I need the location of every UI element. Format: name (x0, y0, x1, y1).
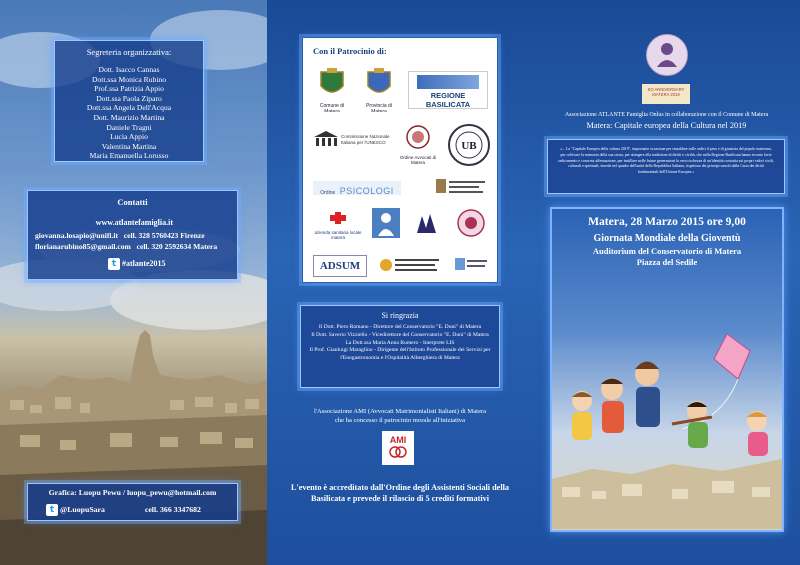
secretariat-name: Dott.ssa Monica Rubino (91, 74, 167, 84)
contact-phone-1: cell. 328 5760423 Firenze (123, 231, 205, 240)
secretariat-box (54, 40, 204, 162)
event-box (550, 207, 784, 532)
avvocati-caption: Ordine Avvocati di Matera (399, 155, 437, 165)
psicologi-label: PSICOLOGI (339, 186, 394, 195)
thanks-line: Il Dott. Saverio Vizziello - Vicedirettore del Conservatorio "E. Duni" di Matera (311, 331, 489, 338)
secretariat-name: Dott.ssa Angela Dell'Acqua (86, 103, 172, 113)
small-emblem-logo (451, 255, 491, 277)
contacts-box (27, 190, 238, 280)
headline: Matera: Capitale europea della Cultura nel 2019 (586, 121, 747, 130)
event-title: Giornata Mondiale della Gioventù (593, 233, 741, 244)
unesco-logo (311, 126, 391, 162)
psicologi-prefix: Ordine (320, 190, 336, 195)
unesco-text: Commissione Nazionale Italiana per l'UNESCO (341, 134, 390, 145)
graphics-phone: cell. 366 3347682 (144, 504, 201, 514)
secretariat-name: Dott.ssa Paola Ziparo (96, 93, 162, 103)
secretariat-name: Prof.ssa Patrizia Appio (94, 84, 164, 94)
contact-line-2 (35, 242, 217, 251)
twitter-icon-graphics[interactable]: t (46, 504, 58, 516)
sign-language-logo (409, 208, 445, 242)
secretariat-name: Dott. Maurizio Martina (93, 112, 165, 122)
graphics-credit-line: Grafica: Luopu Pewu / luopu_pewu@hotmail.com (48, 488, 217, 497)
istituto-seal-icon (455, 207, 487, 239)
quote-text: «... La "Capitale Europea della cultura 2019", importante occasione per rinsaldare sulle radici il peso e di giustizia del popolo materano, per coltivare la memoria della sua storia, per attingere alla tradizione di diritti e civiltà, che nella Regione Basilicata hanno trovato forte radicamento e concreta affermazione, per instillare nelle future generazioni la vera ricchezza di un'identità costruita sui propri valori civili, culturali e spirituali, inseriti nel quadro dell'unità della Repubblica Italiana, rispettosa dei principi sanciti dalla Carta dei diritti fondamentali dell'Unione Europea.» (558, 147, 774, 175)
secretariat-name: Daniele Tragni (106, 122, 152, 132)
garante-logo (370, 208, 402, 242)
right-panel (533, 0, 800, 565)
event-venue: Auditorium del Conservatorio di Matera (592, 246, 742, 256)
anniversary-badge (642, 84, 690, 104)
conservatorio-logo (431, 176, 491, 204)
thanks-list (306, 324, 494, 363)
thanks-line: Il Dott. Piero Romano - Direttore del Conservatorio "E. Duni" di Matera (318, 324, 482, 330)
garante-figure-icon (372, 208, 400, 238)
association-line: Associazione ATLANTE Famiglia Onlus in collaborazione con il Comune di Matera (564, 112, 769, 118)
patronage-box (302, 37, 498, 283)
atlante-emblem (646, 34, 688, 76)
provincia-matera-logo (359, 68, 399, 112)
graphics-twitter[interactable]: @LuopuSara (59, 504, 105, 514)
center-panel (267, 0, 533, 565)
graphics-credit-box (27, 483, 238, 521)
ami-note-line-1: l'Associazione AMI (Avvocati Matrimonialisti Italiani) di Matera (313, 408, 487, 415)
ami-note (287, 407, 513, 425)
secretariat-name: Lucia Appio (110, 132, 148, 142)
badge-text: SO ANNIVERSARY MATERA 2019 (647, 87, 685, 97)
ami-logo-text: AMI (389, 435, 407, 445)
thanks-box (300, 305, 500, 388)
provincia-crest-icon (366, 68, 392, 98)
university-seal-icon (450, 126, 488, 164)
patronage-title: Con il Patrocinio di: (313, 46, 387, 56)
event-place: Piazza del Sedile (636, 257, 698, 267)
thanks-title: Si ringrazia (381, 311, 419, 320)
graphics-contacts (46, 504, 201, 516)
small-emblem-icon (453, 255, 489, 273)
hashtag[interactable]: #atlante2015 (122, 258, 166, 268)
secretariat-title: Segreteria organizzativa: (86, 47, 172, 57)
conservatorio-emblem-icon (434, 176, 488, 200)
secretariat-name: Valentina Martina (101, 141, 157, 151)
event-date: Matera, 28 Marzo 2015 ore 9,00 (588, 215, 746, 228)
unesco-temple-icon (313, 130, 339, 148)
provincia-caption: Provincia di Matera (366, 103, 392, 112)
regione-basilicata-logo (408, 71, 488, 109)
quote-box (547, 139, 785, 194)
adsum-label: ADSUM (319, 260, 361, 272)
website-link[interactable]: www.atlantefamiglia.it (95, 218, 173, 227)
comune-caption: Comune di Matera (319, 103, 345, 112)
ami-note-line-2: che ha concesso il patrocinio morale all'iniziativa (334, 417, 466, 424)
hands-icon (412, 208, 442, 238)
svg-text:UB: UB (461, 140, 477, 152)
hashtag-row (108, 258, 166, 270)
asm-cross-icon (328, 211, 348, 225)
dept-emblem-icon (378, 254, 442, 276)
adsum-logo (313, 255, 367, 277)
secretariat-name: Dott. Isacco Cannas (98, 65, 160, 74)
thanks-line: Il Prof. Gianluigi Maraglino - Dirigente dell'Istituto Professionale dei Servizi per l'Enogastronomia e l'Ospitalità Alberghiera di Matera (309, 347, 491, 362)
contact-phone-2: cell. 320 2592634 Matera (136, 242, 218, 251)
comune-crest-icon (319, 68, 345, 98)
atlante-figure-icon (647, 35, 687, 75)
avvocati-seal-icon (405, 124, 431, 150)
ami-rings-icon (386, 445, 410, 459)
contact-line-1 (35, 231, 205, 240)
children-photo (552, 329, 782, 529)
comune-matera-logo (313, 68, 351, 112)
accreditation-text: L'evento è accreditato dall'Ordine degli Assistenti Sociali della Basilicata e prevede il rilascio di 5 crediti formativi (291, 483, 509, 503)
secretariat-name: Maria Emanuella Lorusso (89, 151, 169, 161)
thanks-line: La Dott.ssa Maria Anna Rumero - Interprete LIS (345, 339, 455, 346)
regione-label: REGIONE BASILICATA (425, 91, 471, 109)
asm-caption: azienda sanitaria locale matera (314, 230, 362, 240)
secretariat-list (55, 65, 203, 161)
ami-logo (382, 431, 414, 465)
left-panel (0, 0, 267, 565)
ordine-psicologi-logo (313, 181, 401, 195)
istituto-logo (452, 207, 490, 243)
dept-logo (375, 254, 445, 280)
contacts-title: Contatti (117, 197, 148, 207)
ordine-avvocati-logo (396, 124, 440, 166)
contact-email-2[interactable]: florianarubino85@gmail.com (35, 242, 131, 251)
asm-logo (313, 211, 363, 241)
regione-emblem (417, 75, 479, 89)
contact-email-1[interactable]: giovanna.losapio@unifi.it (35, 231, 119, 240)
matera-city-image (0, 305, 267, 565)
twitter-icon[interactable]: t (108, 258, 120, 270)
university-seal-logo (448, 124, 490, 166)
